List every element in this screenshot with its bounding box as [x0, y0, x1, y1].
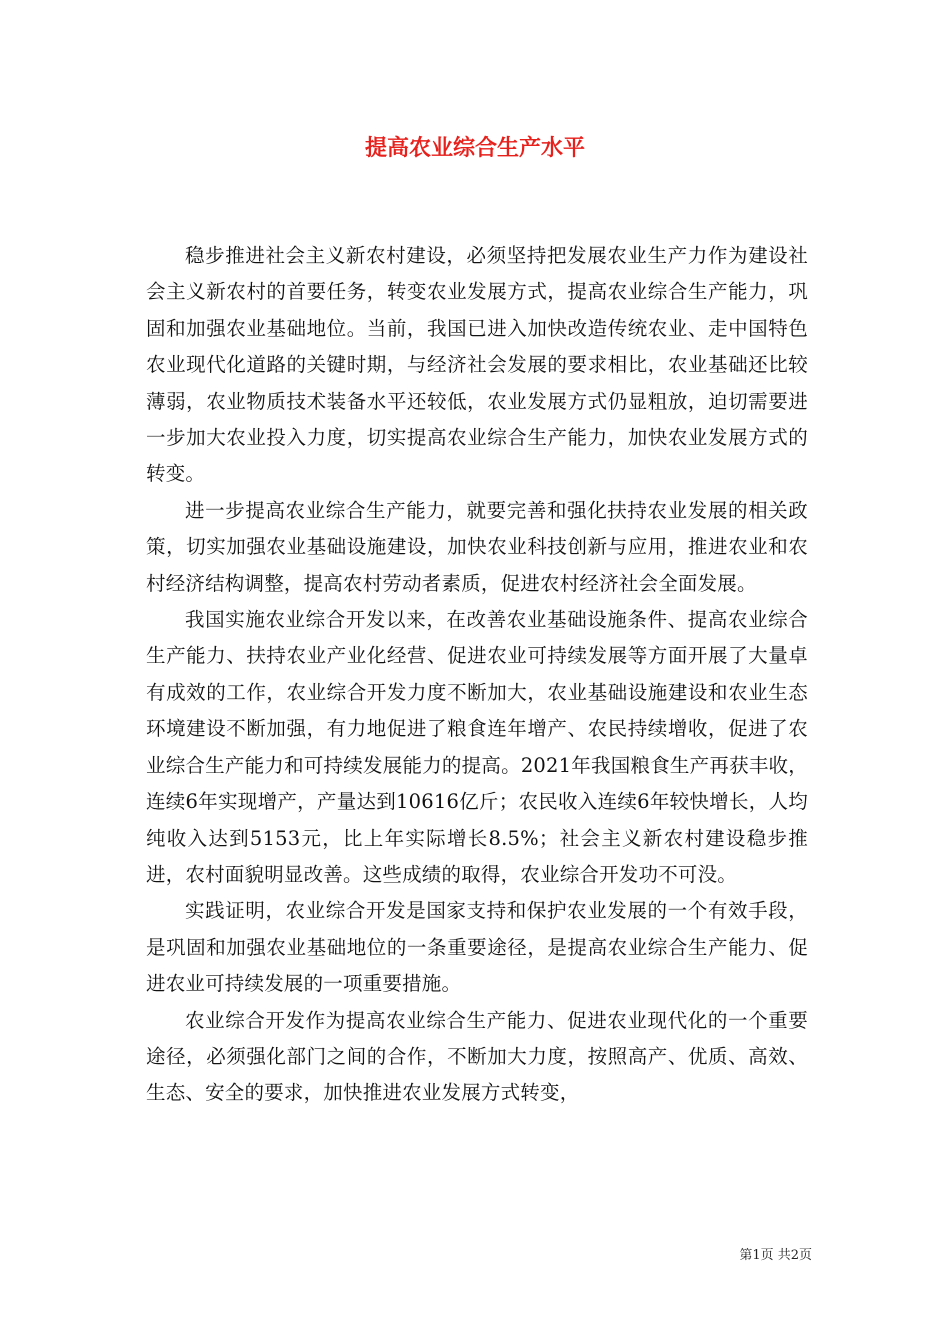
document-body [146, 238, 808, 1112]
paragraph-4: 实践证明，农业综合开发是国家支持和保护农业发展的一个有效手段，是巩固和加强农业基础地位的一条重要途径，是提高农业综合生产能力、促进农业可持续发展的一项重要措施。 [146, 899, 808, 996]
page-number-footer: 第1页 共2页 [739, 1248, 812, 1263]
document-title: 提高农业综合生产水平 [364, 135, 585, 161]
paragraph-3: 我国实施农业综合开发以来，在改善农业基础设施条件、提高农业综合生产能力、扶持农业产业化经营、促进农业可持续发展等方面开展了大量卓有成效的工作，农业综合开发力度不断加大，农业基础设施建设和农业生态环境建设不断加强，有力地促进了粮食连年增产、农民持续增收，促进了农业综合生产能力和可持续发展能力的提高。2021年我国粮食生产再获丰收，连续6年实现增产，产量达到10616亿斤；农民收入连续6年较快增长，人均纯收入达到5153元，比上年实际增长8.5%；社会主义新农村建设稳步推进，农村面貌明显改善。这些成绩的取得，农业综合开发功不可没。 [146, 608, 808, 886]
paragraph-5: 农业综合开发作为提高农业综合生产能力、促进农业现代化的一个重要途径，必须强化部门之间的合作，不断加大力度，按照高产、优质、高效、生态、安全的要求，加快推进农业发展方式转变， [146, 1008, 808, 1105]
paragraph-2: 进一步提高农业综合生产能力，就要完善和强化扶持农业发展的相关政策，切实加强农业基础设施建设，加快农业科技创新与应用，推进农业和农村经济结构调整，提高农村劳动者素质，促进农村经济社会全面发展。 [146, 498, 808, 595]
paragraph-1: 稳步推进社会主义新农村建设，必须坚持把发展农业生产力作为建设社会主义新农村的首要任务，转变农业发展方式，提高农业综合生产能力，巩固和加强农业基础地位。当前，我国已进入加快改造传统农业、走中国特色农业现代化道路的关键时期，与经济社会发展的要求相比，农业基础还比较薄弱，农业物质技术装备水平还较低，农业发展方式仍显粗放，迫切需要进一步加大农业投入力度，切实提高农业综合生产能力，加快农业发展方式的转变。 [146, 244, 808, 486]
